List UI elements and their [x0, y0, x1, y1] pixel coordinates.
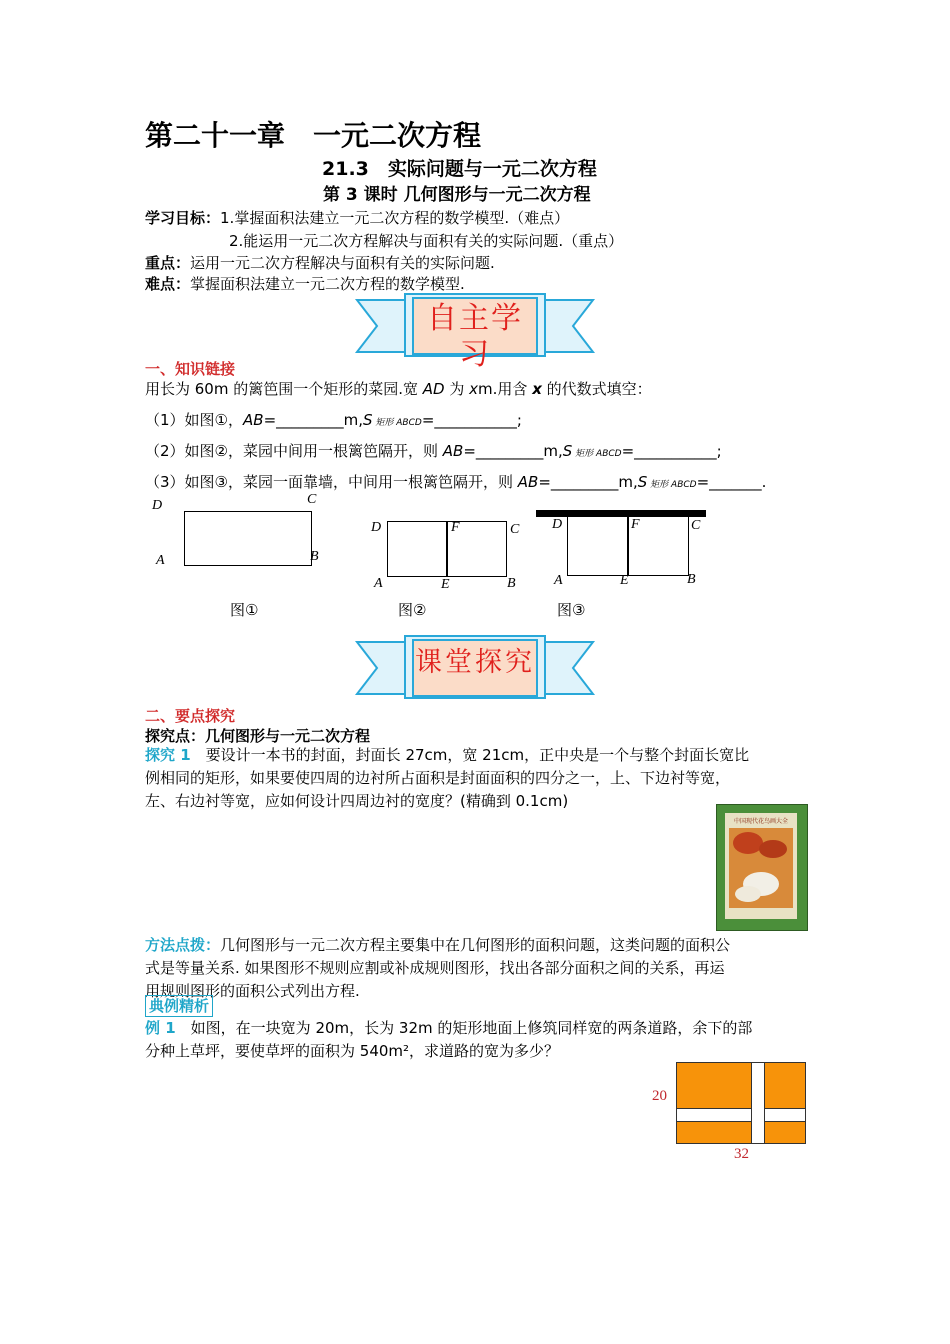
- fig3-label-f: F: [631, 517, 640, 532]
- key-point: [145, 253, 495, 273]
- figure-2-divider: [446, 521, 448, 577]
- question-s: S: [363, 411, 373, 429]
- road-vertical: [751, 1063, 765, 1143]
- figure-3: [536, 508, 711, 593]
- fig2-label-f: F: [451, 520, 460, 535]
- section1-heading: 一、知识链接: [145, 360, 236, 378]
- example-1-line: 分种上草坪，要使草坪的面积为 540m²，求道路的宽为多少？: [145, 1042, 560, 1060]
- banner-classroom: [355, 632, 595, 707]
- question-subscript: 矩形 ABCD: [647, 480, 697, 490]
- example-1: [145, 1017, 815, 1063]
- banner-classroom-text: 课堂探究: [415, 647, 535, 678]
- explore-1-line: 要设计一本书的封面，封面长 27cm，宽 21cm，正中央是一个与整个封面长宽比: [190, 746, 750, 764]
- key-point-label: 重点：: [145, 254, 191, 272]
- book-cover-inner: [725, 813, 797, 919]
- question-subscript: 矩形 ABCD: [572, 449, 622, 459]
- section-title: 21.3 实际问题与一元二次方程: [322, 158, 597, 180]
- difficult-point-label: 难点：: [145, 275, 191, 293]
- explore-1-line: 左、右边衬等宽，应如何设计四周边衬的宽度？(精确到 0.1cm): [145, 792, 569, 810]
- method-line: 用规则图形的面积公式列出方程.: [145, 982, 360, 1000]
- example-1-label: 例 1: [145, 1019, 176, 1037]
- answer-blank[interactable]: =_________m,: [538, 473, 638, 491]
- intro-ad: AD: [422, 380, 445, 398]
- question-text: （1）如图①，: [145, 411, 243, 429]
- objectives-label: 学习目标：: [145, 209, 221, 227]
- example-box: 典例精析: [145, 995, 213, 1017]
- explore-1-label: 探究 1: [145, 746, 191, 764]
- question-s: S: [562, 442, 573, 460]
- question-text: （2）如图②，菜园中间用一根篱笆隔开，则: [145, 442, 443, 460]
- fig2-label-e: E: [441, 577, 450, 592]
- question-text: （3）如图③，菜园一面靠墙，中间用一根篱笆隔开，则: [145, 473, 518, 491]
- lawn-field: [676, 1062, 806, 1144]
- fig1-label-a: A: [156, 553, 165, 568]
- figure-1: [148, 490, 328, 580]
- leaves-icon: [759, 840, 787, 858]
- question-ab: AB: [442, 442, 464, 460]
- fig1-label-b: B: [310, 549, 319, 564]
- figure-3-divider: [627, 516, 629, 576]
- question-subscript: 矩形 ABCD: [372, 418, 422, 428]
- question-ab: AB: [517, 473, 539, 491]
- figure-2: [365, 515, 535, 595]
- explore-1: [145, 744, 815, 813]
- intro-x: x: [532, 380, 542, 398]
- method-line: 式是等量关系. 如果图形不规则应割或补成规则图形，找出各部分面积之间的关系，再运: [145, 959, 725, 977]
- objective-line-1: [145, 208, 569, 228]
- fig2-label-c: C: [510, 522, 520, 537]
- answer-blank[interactable]: =___________;: [421, 411, 522, 429]
- key-point-text: 运用一元二次方程解决与面积有关的实际问题.: [190, 254, 495, 272]
- answer-blank[interactable]: =___________;: [621, 442, 722, 460]
- banner-self-study: [355, 290, 595, 372]
- answer-blank[interactable]: =_______.: [696, 473, 767, 491]
- question-2: [145, 441, 722, 464]
- length-label: 32: [734, 1146, 749, 1162]
- banner-self-study-text: 自主学习: [427, 301, 523, 372]
- method-tip: [145, 934, 815, 1003]
- section2-heading: 二、要点探究: [145, 707, 236, 725]
- question-1: [145, 410, 522, 433]
- answer-blank[interactable]: =_________m,: [263, 411, 364, 429]
- intro-text: 用长为 60m 的篱笆围一个矩形的菜园.宽: [145, 380, 423, 398]
- intro-text: 为: [444, 380, 470, 398]
- example-1-line: 如图，在一块宽为 20m，长为 32m 的矩形地面上修筑同样宽的两条道路，余下的部: [175, 1019, 753, 1037]
- width-label: 20: [652, 1088, 667, 1104]
- road-horizontal: [677, 1108, 805, 1122]
- figure-1-rect: [184, 511, 312, 566]
- book-title: 中国现代花鸟画大全: [733, 818, 788, 825]
- method-label: 方法点拨：: [145, 936, 221, 954]
- intro-text: m.用含: [478, 380, 533, 398]
- fig1-label-d: D: [152, 498, 163, 513]
- explore-point: 探究点：几何图形与一元二次方程: [145, 727, 371, 745]
- section1-intro: [145, 379, 652, 399]
- fig2-label-a: A: [374, 576, 383, 591]
- question-ab: AB: [243, 411, 264, 429]
- chapter-title: 第二十一章 一元二次方程: [145, 119, 482, 152]
- question-s: S: [637, 473, 648, 491]
- objective-1: 1.掌握面积法建立一元二次方程的数学模型.（难点）: [220, 209, 570, 227]
- explore-1-line: 例相同的矩形，如果要使四周的边衬所占面积是封面面积的四分之一，上、下边衬等宽，: [145, 769, 731, 787]
- intro-text: 的代数式填空：: [541, 380, 652, 398]
- fig3-label-b: B: [687, 572, 696, 587]
- fig3-label-e: E: [620, 573, 629, 588]
- fig2-caption: 图②: [398, 601, 427, 619]
- bird-icon: [735, 886, 761, 902]
- answer-blank[interactable]: =_________m,: [463, 442, 563, 460]
- fig3-label-a: A: [554, 573, 563, 588]
- fig1-caption: 图①: [230, 601, 259, 619]
- fig3-label-d: D: [552, 517, 563, 532]
- objective-2: 2.能运用一元二次方程解决与面积有关的实际问题.（重点）: [229, 232, 624, 250]
- book-illustration: [729, 828, 793, 908]
- book-cover-image: [716, 804, 808, 931]
- road-diagram: [650, 1060, 810, 1165]
- method-line: 几何图形与一元二次方程主要集中在几何图形的面积问题，这类问题的面积公: [220, 936, 731, 954]
- fig2-label-d: D: [371, 520, 382, 535]
- fig1-label-c: C: [307, 492, 317, 507]
- lesson-title: 第 3 课时 几何图形与一元二次方程: [323, 185, 591, 205]
- fig3-caption: 图③: [557, 601, 586, 619]
- intro-x: x: [469, 380, 479, 398]
- fig2-label-b: B: [507, 576, 516, 591]
- fig3-label-c: C: [691, 518, 701, 533]
- difficult-point-text: 掌握面积法建立一元二次方程的数学模型.: [190, 275, 465, 293]
